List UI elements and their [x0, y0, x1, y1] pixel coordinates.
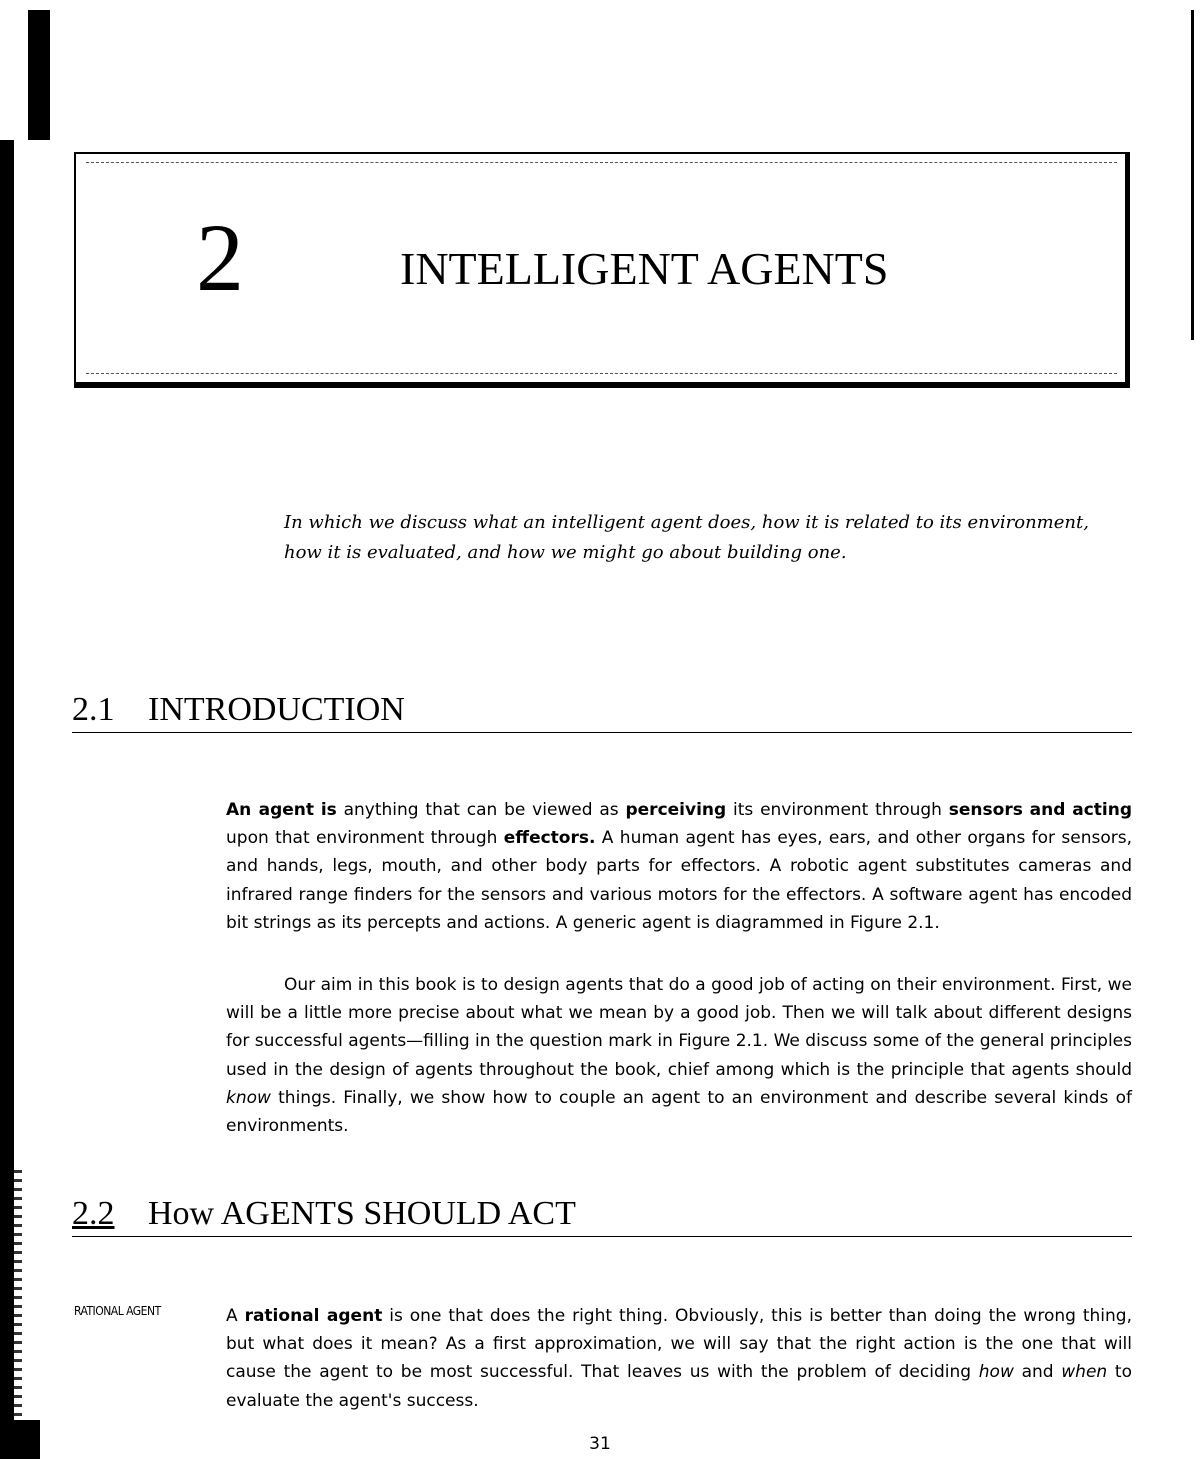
epigraph-line-1: In which we discuss what an intelligent agent does, how it is related to its environment, — [284, 512, 1089, 533]
chapter-number: 2 — [196, 204, 244, 311]
section-number: 2.2 — [72, 1195, 115, 1232]
margin-note-rational-agent: RATIONAL AGENT — [74, 1304, 161, 1318]
paragraph-agent-definition: An agent is anything that can be viewed as perceiving its environment through sensors and acting upon that environment through effectors. A human agent has eyes, ears, and other organs for sensors, and hands, legs, mouth, and other body parts for effectors. A robotic agent substitutes cameras and infrared range finders for the sensors and various motors for the effectors. A software agent has encoded bit strings as its percepts and actions. A generic agent is diagrammed in Figure 2.1. — [226, 800, 1133, 933]
paragraph-rational-agent: A rational agent is one that does the right thing. Obviously, this is better than doing the wrong thing, but what does it mean? As a first approximation, we will say that the right action is the one that will cause the agent to be most successful. That leaves us with the problem of deciding how and when to evaluate the agent's success. — [226, 1306, 1132, 1411]
section-heading-introduction — [72, 688, 1132, 733]
chapter-epigraph — [284, 508, 1104, 568]
epigraph-line-2: how it is evaluated, and how we might go about building one. — [284, 542, 847, 563]
chapter-title: INTELLIGENT AGENTS — [400, 243, 889, 294]
paragraph-book-aim: Our aim in this book is to design agents that do a good job of acting on their environment. First, we will be a little more precise about what we mean by a good job. Then we will talk about different designs for successful agents—filling in the question mark in Figure 2.1. We discuss some of the general principles used in the design of agents throughout the book, chief among which is the principle that agents should know things. Finally, we show how to couple an agent to an environment and describe several kinds of environments. — [226, 975, 1132, 1137]
scan-artifact-specks — [6, 1170, 22, 1420]
page-number: 31 — [589, 1434, 611, 1454]
chapter-heading-box — [74, 152, 1130, 388]
section-title: How AGENTS SHOULD ACT — [148, 1195, 576, 1232]
section-number: 2.1 — [72, 691, 115, 728]
scan-artifact-top — [28, 10, 50, 140]
scan-artifact-right-edge — [1191, 10, 1194, 340]
section-heading-how-agents-should-act — [72, 1192, 1132, 1237]
section-title: INTRODUCTION — [148, 691, 405, 728]
